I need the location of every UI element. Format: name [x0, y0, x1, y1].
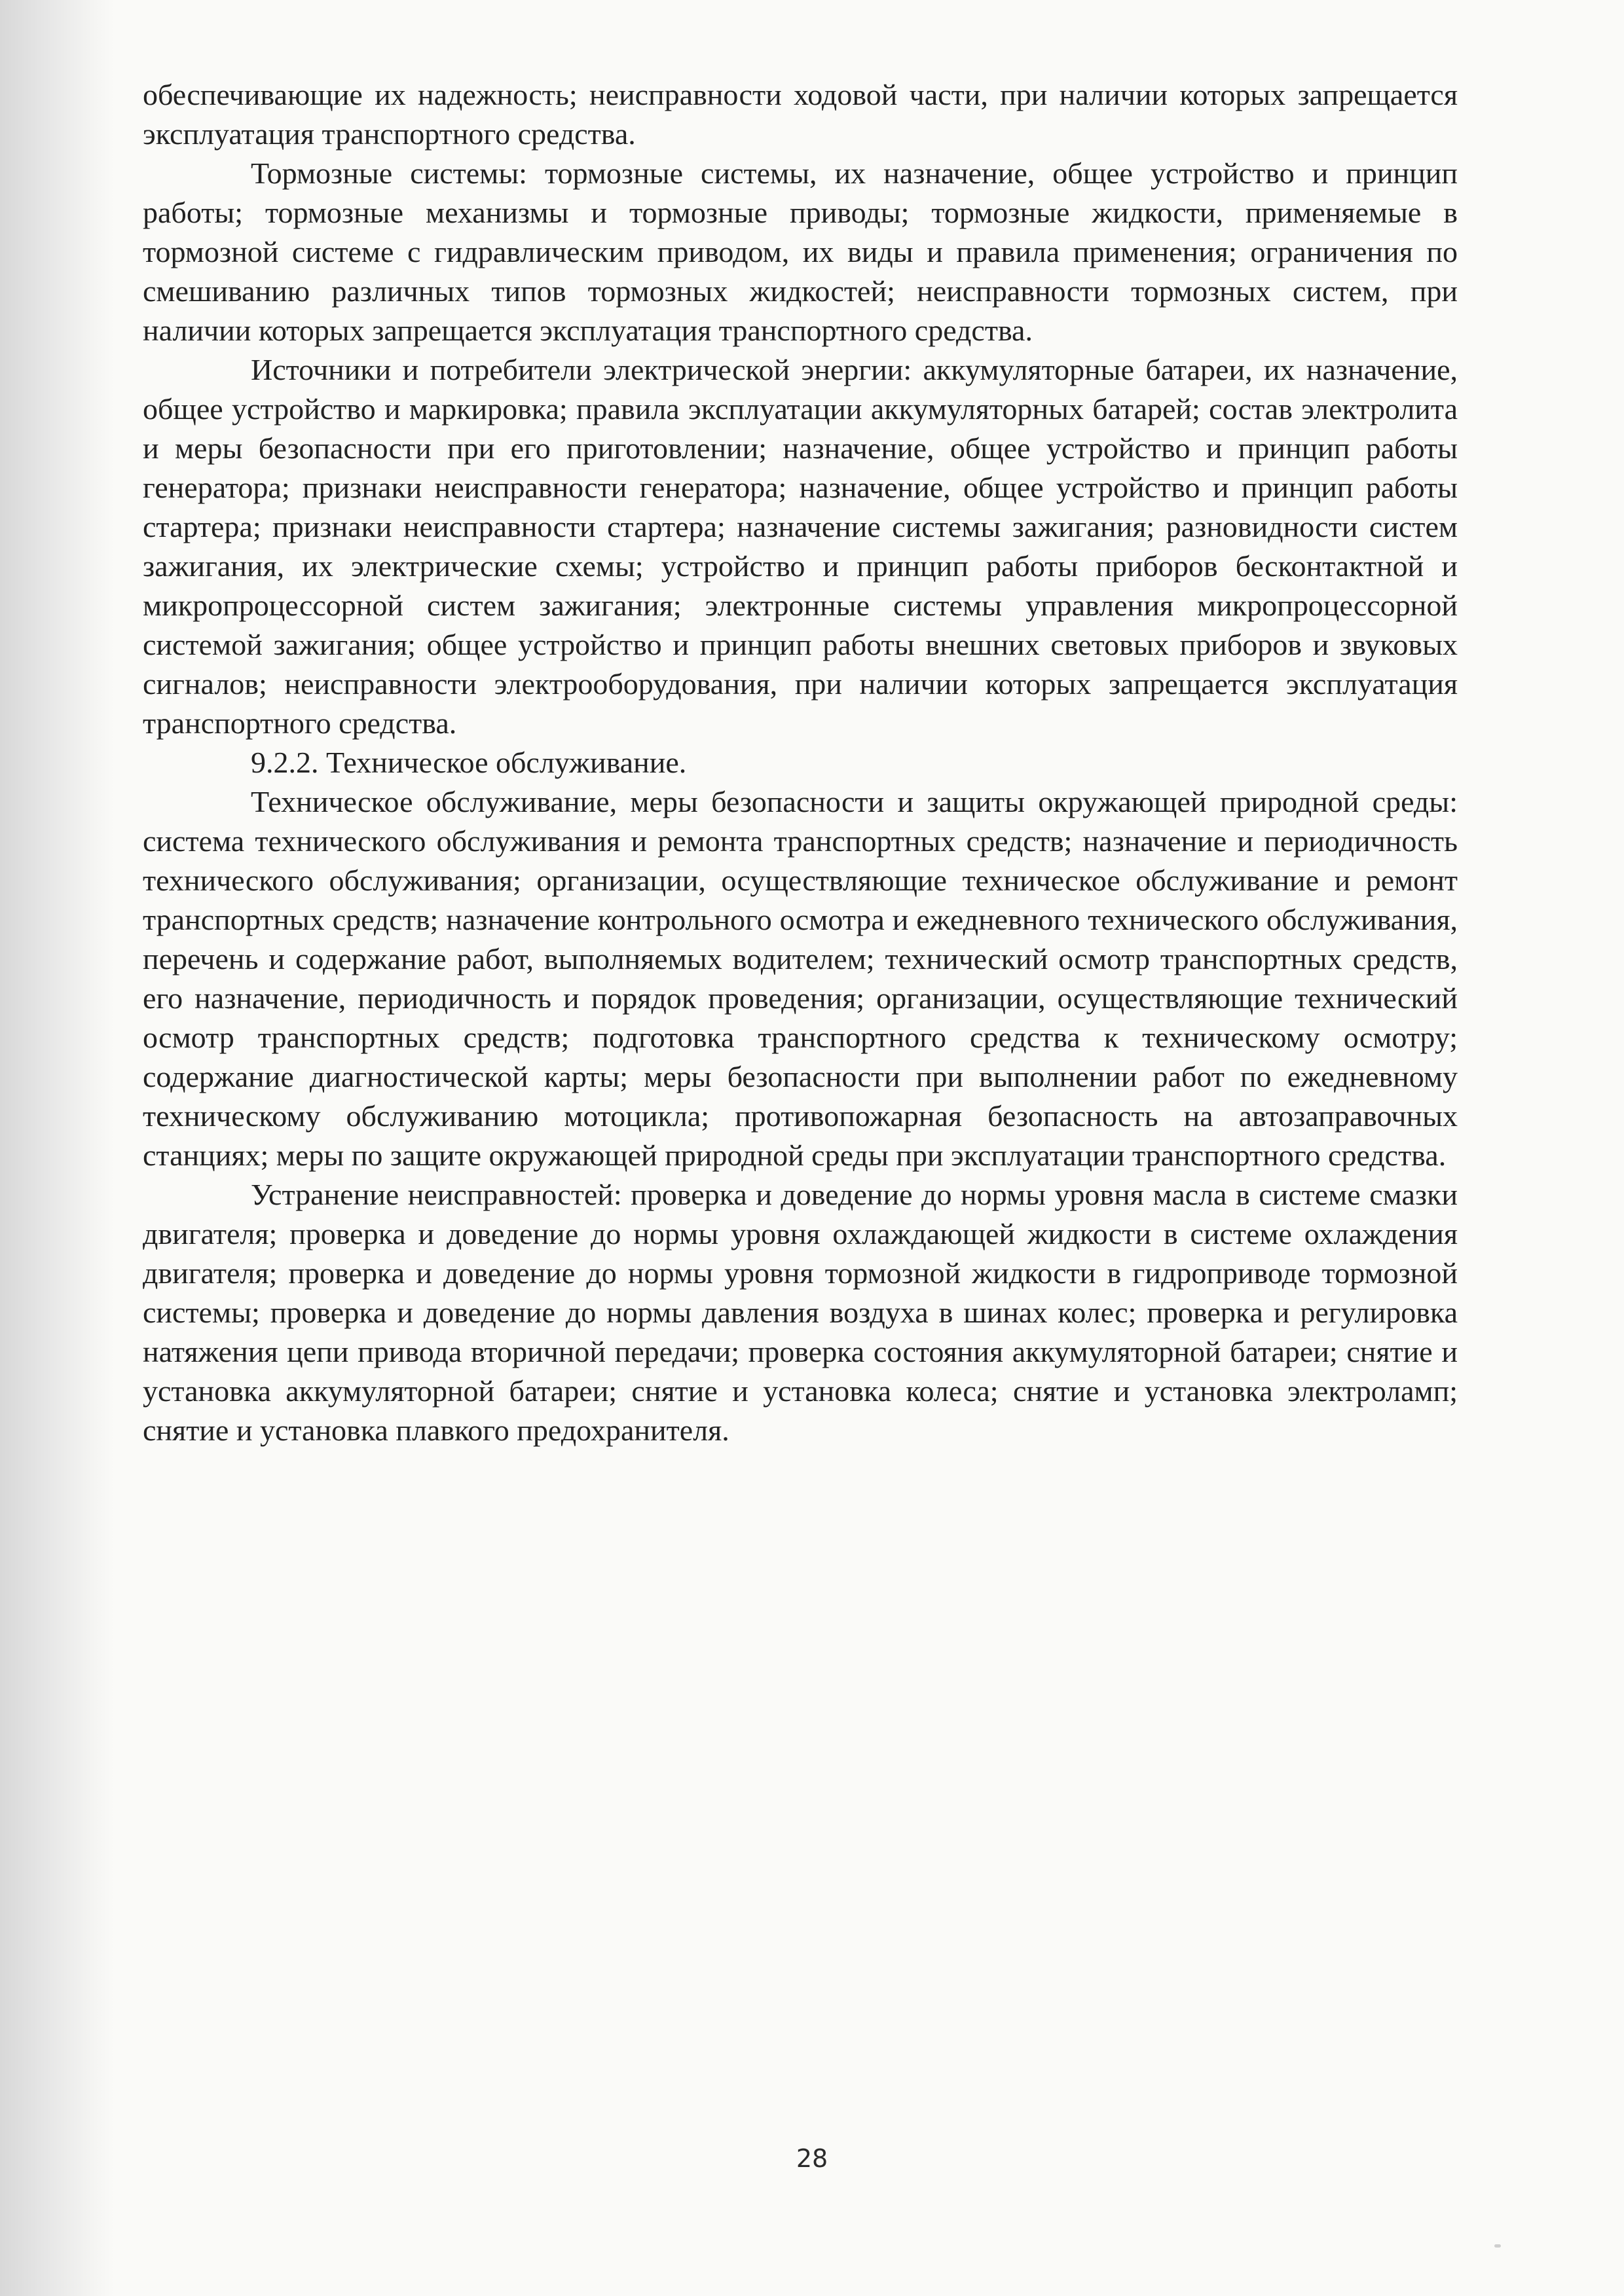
paragraph-chassis-continuation: обеспечивающие их надежность; неисправности ходовой части, при наличии которых запрещается эксплуатация транспортного средства.: [143, 78, 1458, 151]
scan-speck: [1494, 2244, 1501, 2248]
paragraph-maintenance-safety: Техническое обслуживание, меры безопасности и защиты окружающей природной среды: система технического обслуживания и ремонта транспортных средств; назначение и периодичность технического обслуживания; организации, осуществляющие техническое обслуживание и ремонт транспортных средств; назначение контрольного осмотра и ежедневного технического обслуживания, перечень и содержание работ, выполняемых водителем; технический осмотр транспортных средств, его назначение, периодичность и порядок проведения; организации, осуществляющие технический осмотр транспортных средств; подготовка транспортного средства к техническому осмотру; содержание диагностической карты; меры безопасности при выполнении работ по ежедневному техническому обслуживанию мотоцикла; противопожарная безопасность на автозаправочных станциях; меры по защите окружающей природной среды при эксплуатации транспортного средства.: [143, 785, 1458, 1172]
section-heading-maintenance: 9.2.2. Техническое обслуживание.: [251, 746, 687, 779]
paragraph-brake-systems: Тормозные системы: тормозные системы, их назначение, общее устройство и принцип работы; тормозные механизмы и тормозные приводы; тормозные жидкости, применяемые в тормозной системе с гидравлическим приводом, их виды и правила применения; ограничения по смешиванию различных типов тормозных жидкостей; неисправности тормозных систем, при наличии которых запрещается эксплуатация транспортного средства.: [143, 156, 1458, 347]
paragraph-troubleshooting: Устранение неисправностей: проверка и доведение до нормы уровня масла в системе смазки двигателя; проверка и доведение до нормы уровня охлаждающей жидкости в системе охлаждения двигателя; проверка и доведение до нормы уровня тормозной жидкости в гидроприводе тормозной системы; проверка и доведение до нормы давления воздуха в шинах колес; проверка и регулировка натяжения цепи привода вторичной передачи; проверка состояния аккумуляторной батареи; снятие и установка аккумуляторной батареи; снятие и установка колеса; снятие и установка электроламп; снятие и установка плавкого предохранителя.: [143, 1178, 1458, 1447]
paragraph-electrical-energy: Источники и потребители электрической энергии: аккумуляторные батареи, их назначение, общее устройство и маркировка; правила эксплуатации аккумуляторных батарей; состав электролита и меры безопасности при его приготовлении; назначение, общее устройство и принцип работы генератора; признаки неисправности генератора; назначение, общее устройство и принцип работы стартера; признаки неисправности стартера; назначение системы зажигания; разновидности систем зажигания, их электрические схемы; устройство и принцип работы приборов бесконтактной и микропроцессорной систем зажигания; электронные системы управления микропроцессорной системой зажигания; общее устройство и принцип работы внешних световых приборов и звуковых сигналов; неисправности электрооборудования, при наличии которых запрещается эксплуатация транспортного средства.: [143, 353, 1458, 740]
scan-edge-shadow: [0, 0, 115, 2296]
page-number: 28: [796, 2144, 828, 2173]
document-body: [143, 75, 1458, 1450]
